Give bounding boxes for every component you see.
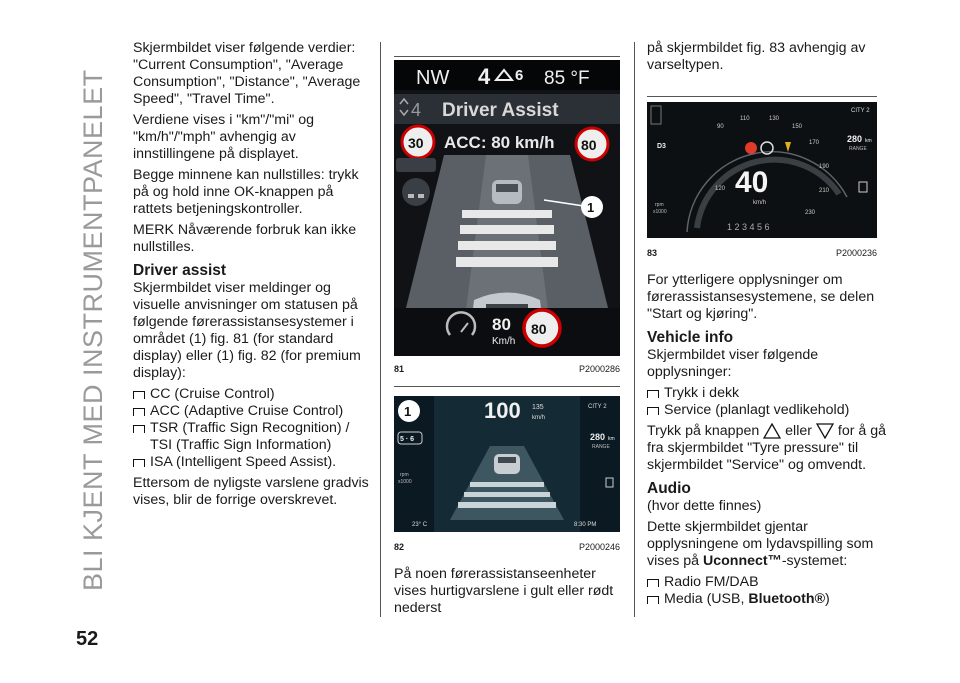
column-3 bbox=[647, 40, 887, 78]
column-divider bbox=[380, 42, 381, 617]
speed-value: 40 bbox=[735, 166, 769, 199]
temp-text: 23° C bbox=[412, 522, 428, 528]
speed-unit: km/h bbox=[753, 200, 767, 206]
bullet-icon bbox=[647, 407, 659, 415]
figure-82-display bbox=[394, 396, 620, 532]
bullet-icon bbox=[133, 425, 145, 433]
speed-unit: km/h bbox=[532, 415, 546, 421]
page-number: 52 bbox=[76, 628, 99, 650]
column-1 bbox=[133, 40, 369, 513]
bullet-icon bbox=[133, 459, 145, 467]
lead-car-icon bbox=[494, 454, 520, 474]
paragraph: For ytterligere opplysninger om førerassistansesystemene, se delen "Start og kjøring". bbox=[647, 272, 875, 322]
bullet-icon bbox=[133, 408, 145, 416]
gear-small-text: 4 bbox=[411, 100, 422, 120]
list-item: TSR (Traffic Sign Recognition) / TSI (Traffic Sign Information) bbox=[133, 420, 369, 454]
tick-label: 210 bbox=[819, 188, 830, 194]
range-value: 280 bbox=[847, 134, 863, 144]
paragraph: Skjermbildet viser følgende opplysninger: bbox=[647, 347, 819, 380]
paragraph: Trykk på knappen eller for å gå fra skjermbildet "Tyre pressure" til skjermbildet "Service" og omvendt. bbox=[647, 423, 886, 473]
figure-caption bbox=[394, 364, 620, 374]
list-item: CC (Cruise Control) bbox=[133, 386, 369, 403]
range-value: 280 bbox=[590, 432, 606, 442]
range-unit: km bbox=[608, 436, 615, 442]
bullet-icon bbox=[133, 391, 145, 399]
paragraph: Skjermbildet viser følgende verdier: "Current Consumption", "Average Consumption", "Distance", "Average Speed", "Travel Time". bbox=[133, 40, 361, 107]
speed-value: 80 bbox=[492, 315, 511, 334]
figure-code: P2000286 bbox=[578, 364, 620, 374]
tick-label: 190 bbox=[819, 164, 830, 170]
bullet-icon bbox=[647, 390, 659, 398]
figure-top-rule bbox=[394, 386, 620, 387]
range-unit: km bbox=[865, 138, 872, 144]
figure-number: 81 bbox=[394, 364, 405, 374]
callout-1: 1 bbox=[587, 200, 595, 215]
paragraph: (hvor dette finnes) bbox=[647, 498, 762, 514]
lead-car-icon bbox=[492, 180, 522, 204]
rpm-unit: x1000 bbox=[398, 479, 412, 485]
sign-left-text: 30 bbox=[408, 135, 424, 151]
sidebar-chapter-title: BLI KJENT MED INSTRUMENTPANELET bbox=[78, 69, 108, 591]
gears-text: 1 2 3 4 5 6 bbox=[727, 222, 770, 232]
list-item: Service (planlagt vedlikehold) bbox=[647, 402, 887, 419]
paragraph: På noen førerassistanseenheter vises hurtigvarslene i gult eller rødt nederst bbox=[394, 566, 614, 616]
rpm-unit: x1000 bbox=[653, 209, 667, 215]
list-item: ISA (Intelligent Speed Assist). bbox=[133, 454, 369, 471]
drive-text: D3 bbox=[657, 143, 666, 150]
paragraph: Dette skjermbildet gjentar opplysningene om lydavspilling som vises på Uconnect™-systemet: bbox=[647, 519, 874, 569]
speed-value: 100 bbox=[484, 398, 521, 423]
heading-text: NW bbox=[416, 67, 450, 89]
driver-assist-screen bbox=[394, 60, 620, 356]
temp-text: 85 °F bbox=[544, 68, 590, 89]
paragraph: på skjermbildet fig. 83 avhengig av varseltypen. bbox=[647, 40, 866, 73]
rpm-label: rpm bbox=[400, 472, 409, 478]
figure-caption bbox=[394, 542, 620, 552]
list-item: Radio FM/DAB bbox=[647, 574, 887, 591]
figure-caption bbox=[647, 248, 877, 258]
figure-number: 82 bbox=[394, 542, 405, 552]
speedometer-screen bbox=[647, 102, 877, 238]
tick-label: 170 bbox=[809, 140, 820, 146]
limit-text: 120 bbox=[715, 186, 726, 192]
acc-text: ACC: 80 km/h bbox=[444, 133, 555, 152]
figure-top-rule bbox=[647, 96, 877, 97]
tick-label: 90 bbox=[717, 124, 724, 130]
tick-label: 150 bbox=[792, 124, 803, 130]
bullet-icon bbox=[647, 596, 659, 604]
time-text: 8:30 PM bbox=[574, 522, 597, 528]
city-text: CITY 2 bbox=[851, 108, 870, 114]
down-triangle-icon bbox=[816, 423, 834, 439]
tick-label: 110 bbox=[740, 116, 750, 122]
lane-icon bbox=[396, 158, 436, 172]
bullet-icon bbox=[647, 579, 659, 587]
gears-text: 5 · 6 bbox=[400, 436, 415, 443]
figure-81-display bbox=[394, 60, 620, 356]
screen-title: Driver Assist bbox=[442, 100, 559, 121]
section-heading: Audio bbox=[647, 480, 691, 497]
up-triangle-icon bbox=[763, 423, 781, 439]
figure-number: 83 bbox=[647, 248, 658, 258]
city-text: CITY 2 bbox=[588, 404, 607, 410]
list-item: Trykk i dekk bbox=[647, 385, 887, 402]
speed-unit: Km/h bbox=[492, 336, 516, 347]
range-label: RANGE bbox=[592, 444, 610, 450]
column-divider bbox=[634, 42, 635, 617]
paragraph: MERK Nåværende forbruk kan ikke nullstilles. bbox=[133, 222, 357, 255]
car-follow-icon bbox=[402, 178, 430, 206]
column-2-text bbox=[394, 566, 620, 621]
gear-text: 4 bbox=[478, 64, 491, 89]
rpm-label: rpm bbox=[655, 202, 664, 208]
paragraph: Ettersom de nyligste varslene gradvis vises, blir de forrige overskrevet. bbox=[133, 475, 369, 508]
callout-1: 1 bbox=[404, 404, 412, 419]
figure-top-rule bbox=[394, 56, 620, 57]
premium-cluster-screen bbox=[394, 396, 620, 532]
list-item: Media (USB, Bluetooth®) bbox=[647, 591, 887, 608]
figure-code: P2000236 bbox=[835, 248, 877, 258]
section-heading: Vehicle info bbox=[647, 329, 734, 346]
warning-icon bbox=[745, 142, 757, 154]
column-3-continued bbox=[647, 272, 887, 608]
paragraph: Begge minnene kan nullstilles: trykk på og hold inne OK-knappen på rattets betjeningskontroller. bbox=[133, 167, 359, 217]
list-item: ACC (Adaptive Cruise Control) bbox=[133, 403, 369, 420]
limit-text: 80 bbox=[531, 321, 547, 337]
section-heading: Driver assist bbox=[133, 262, 227, 279]
figure-83-display bbox=[647, 102, 877, 238]
paragraph: Verdiene vises i "km"/"mi" og "km/h"/"mph" avhengig av innstillingene på displayet. bbox=[133, 112, 315, 162]
limit-small: 135 bbox=[532, 404, 544, 411]
paragraph: Skjermbildet viser meldinger og visuelle anvisninger om statusen på følgende førerassistansesystemer i området (1) fig. 81 (for standard display) eller (1) fig. 82 (for premium display): bbox=[133, 280, 361, 381]
tick-label: 230 bbox=[805, 210, 816, 216]
gear-next-text: 6 bbox=[515, 67, 524, 84]
sign-right-text: 80 bbox=[581, 137, 597, 153]
tick-label: 130 bbox=[769, 116, 780, 122]
range-label: RANGE bbox=[849, 146, 867, 152]
figure-code: P2000246 bbox=[578, 542, 620, 552]
